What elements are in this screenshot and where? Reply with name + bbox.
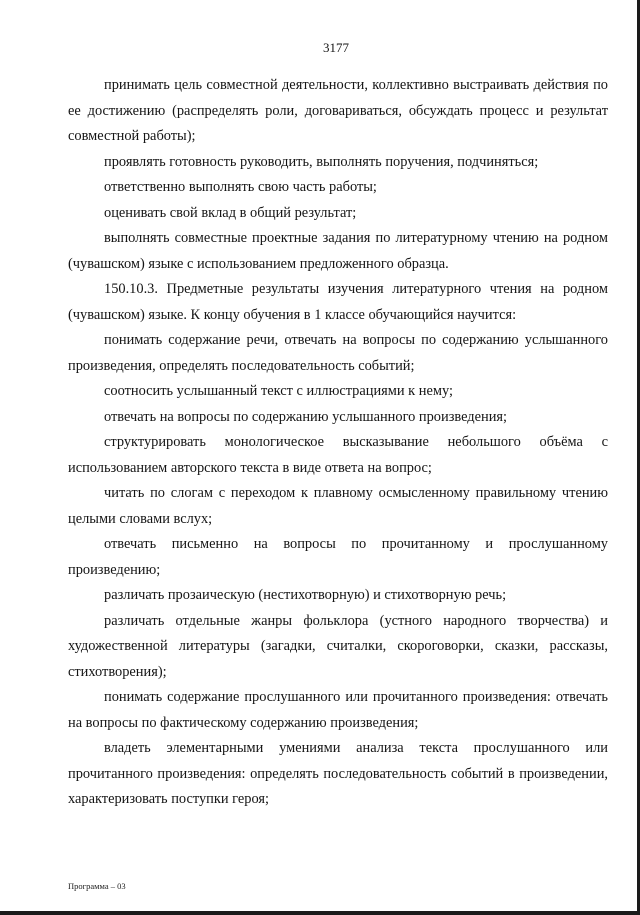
body-text: [68, 73, 608, 813]
paragraph: различать прозаическую (нестихотворную) и стихотворную речь;: [104, 587, 507, 603]
paragraph: соотносить услышанный текст с иллюстрациями к нему;: [104, 383, 453, 399]
paragraph: отвечать письменно на вопросы по прочитанному и прослушанному произведению;: [68, 536, 608, 578]
paragraph: принимать цель совместной деятельности, коллективно выстраивать действия по ее достижению (распределять роли, договариваться, обсуждать процесс и результат совместной работы);: [68, 77, 608, 144]
paragraph: понимать содержание речи, отвечать на вопросы по содержанию услышанного произведения, определять последовательность событий;: [68, 332, 608, 374]
paragraph: выполнять совместные проектные задания по литературному чтению на родном (чувашском) языке с использованием предложенного образца.: [68, 230, 608, 272]
paragraph: отвечать на вопросы по содержанию услышанного произведения;: [104, 408, 508, 425]
paragraph: 150.10.3. Предметные результаты изучения литературного чтения на родном (чувашском) языке. К концу обучения в 1 классе обучающийся научится:: [68, 281, 608, 323]
paragraph: владеть элементарными умениями анализа текста прослушанного или прочитанного произведения: определять последовательность событий в произведении, характеризовать поступки героя;: [68, 740, 608, 807]
footer-label: Программа – 03: [68, 881, 126, 891]
paragraph: оценивать свой вклад в общий результат;: [104, 204, 357, 221]
paragraph: читать по слогам с переходом к плавному осмысленному правильному чтению целыми словами вслух;: [68, 485, 608, 527]
page-number: 3177: [323, 40, 349, 55]
paragraph: различать отдельные жанры фольклора (устного народного творчества) и художественной литературы (загадки, считалки, скороговорки, сказки, рассказы, стихотворения);: [68, 612, 608, 680]
paragraph: структурировать монологическое высказывание небольшого объёма с использованием авторского текста в виде ответа на вопрос;: [68, 434, 608, 476]
scan-edge-bottom: [0, 911, 640, 915]
paragraph: понимать содержание прослушанного или прочитанного произведения: отвечать на вопросы по фактическому содержанию произведения;: [68, 689, 608, 731]
paragraph: проявлять готовность руководить, выполнять поручения, подчиняться;: [104, 153, 539, 170]
paragraph: ответственно выполнять свою часть работы;: [104, 179, 377, 195]
